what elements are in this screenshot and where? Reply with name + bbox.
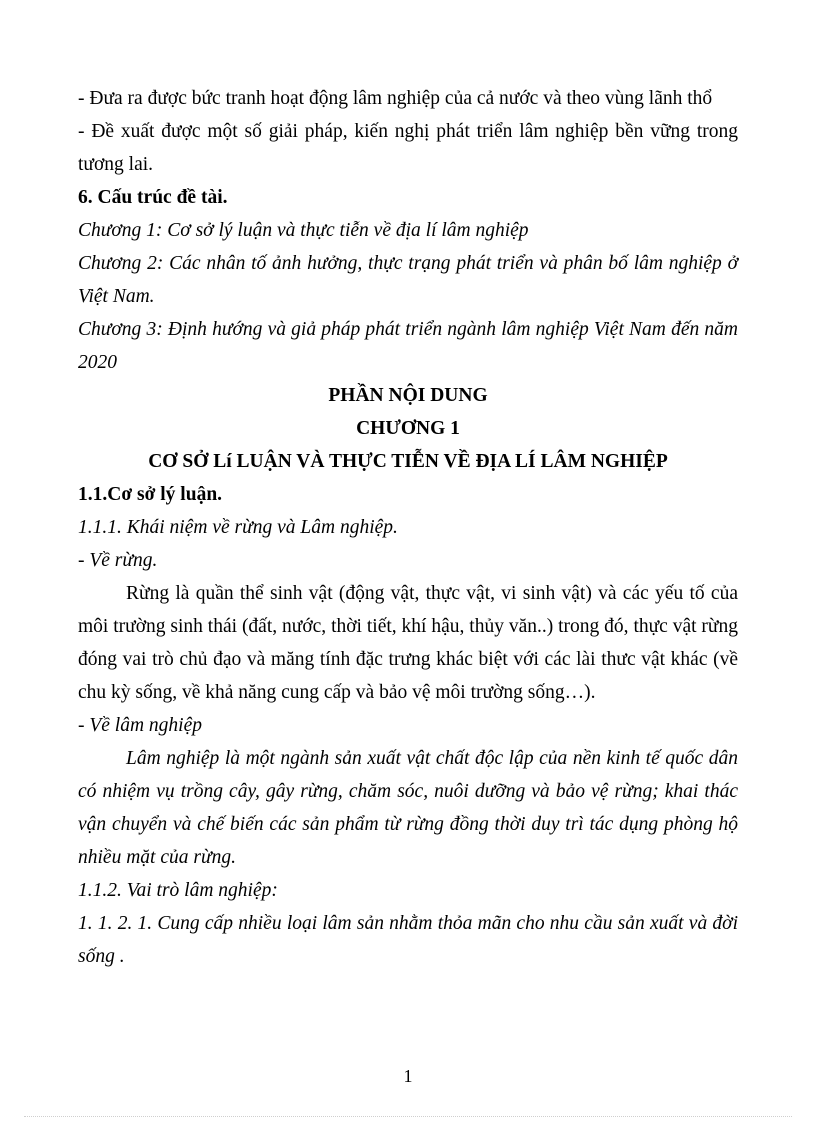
- part-title: PHẦN NỘI DUNG: [328, 385, 488, 406]
- chapter-2-line: Chương 2: Các nhân tố ảnh hưởng, thực trạng phát triển và phân bố lâm nghiệp ở Việt Nam.: [78, 253, 738, 307]
- chapter-3-line: Chương 3: Định hướng và giả pháp phát triển ngành lâm nghiệp Việt Nam đến năm 2020: [78, 319, 738, 373]
- paragraph-lam-nghiep: Lâm nghiệp là một ngành sản xuất vật chất độc lập của nền kinh tế quốc dân có nhiệm vụ trồng cây, gây rừng, chăm sóc, nuôi dưỡng và bảo vệ rừng; khai thác vận chuyển và chế biến các sản phẩm từ rừng đồng thời duy trì tác dụng phòng hộ nhiều mặt của rừng.: [78, 748, 738, 868]
- paragraph-rung: Rừng là quần thể sinh vật (động vật, thực vật, vi sinh vật) và các yếu tố của môi trường sinh thái (đất, nước, thời tiết, khí hậu, thủy văn..) trong đó, thực vật rừng đóng vai trò chủ đạo và măng tính đặc trưng khác biệt với các lài thưc vật khác (về chu kỳ sống, về khả năng cung cấp và bảo vệ môi trường sống…).: [78, 583, 738, 703]
- heading-1-1-1: 1.1.1. Khái niệm về rừng và Lâm nghiệp.: [78, 517, 398, 538]
- intro-bullet-2: - Đề xuất được một số giải pháp, kiến nghị phát triển lâm nghiệp bền vững trong tương lai.: [78, 121, 738, 175]
- section-6-heading: 6. Cấu trúc đề tài.: [78, 187, 228, 208]
- subheading-rung: - Về rừng.: [78, 550, 158, 571]
- intro-bullet-1: - Đưa ra được bức tranh hoạt động lâm nghiệp của cả nước và theo vùng lãnh thổ: [78, 88, 713, 109]
- heading-1-1-2-1: 1. 1. 2. 1. Cung cấp nhiều loại lâm sản nhằm thỏa mãn cho nhu cầu sản xuất và đời sống .: [78, 913, 738, 967]
- document-page: [78, 82, 738, 973]
- page-number: 1: [403, 1066, 413, 1086]
- subheading-lam-nghiep: - Về lâm nghiệp: [78, 715, 203, 736]
- page-bottom-divider: [24, 1116, 792, 1117]
- chapter-1-line: Chương 1: Cơ sở lý luận và thực tiễn về địa lí lâm nghiệp: [78, 220, 529, 241]
- heading-1-1: 1.1.Cơ sở lý luận.: [78, 484, 223, 505]
- chapter-title: CHƯƠNG 1: [356, 418, 460, 439]
- heading-1-1-2: 1.1.2. Vai trò lâm nghiệp:: [78, 880, 278, 901]
- chapter-subtitle: CƠ SỞ Lí LUẬN VÀ THỰC TIỄN VỀ ĐỊA LÍ LÂM NGHIỆP: [148, 451, 668, 472]
